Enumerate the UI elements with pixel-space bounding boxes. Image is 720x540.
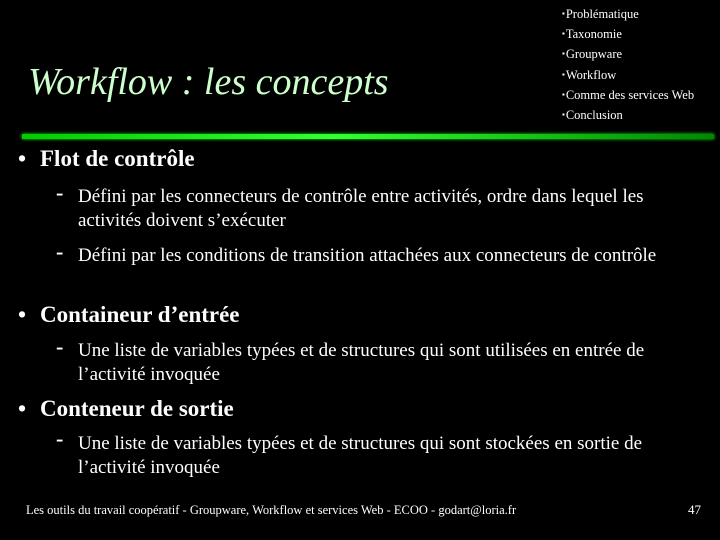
page-number: 47 <box>688 502 701 517</box>
outline-item: ▪Groupware <box>562 47 623 62</box>
square-bullet-icon: ▪ <box>562 49 565 59</box>
sub-item: Une liste de variables typées et de structures qui sont utilisées en entrée de l’activité invoquée <box>78 340 645 385</box>
square-bullet-icon: ▪ <box>562 69 565 79</box>
section-heading: • Flot de contrôle <box>18 146 195 171</box>
bullet-icon: • <box>18 146 27 171</box>
dash-icon: - <box>56 334 64 359</box>
slide-title: Workflow : les concepts <box>28 61 389 103</box>
square-bullet-icon: ▪ <box>562 110 565 120</box>
sub-item: Défini par les connecteurs de contrôle entre activités, ordre dans lequel les activités doivent s’exécuter <box>78 186 644 231</box>
outline-item: ▪Comme des services Web <box>562 87 695 102</box>
outline-item: ▪Conclusion <box>562 108 623 123</box>
square-bullet-icon: ▪ <box>562 29 565 39</box>
square-bullet-icon: ▪ <box>562 9 565 18</box>
outline-item: ▪Taxonomie <box>562 27 622 42</box>
slide-footer: Les outils du travail coopératif - Groupware, Workflow et services Web - ECOO - godart@loria.fr <box>26 503 517 517</box>
square-bullet-icon: ▪ <box>562 89 565 99</box>
section-heading: • Conteneur de sortie <box>18 396 234 421</box>
sub-item: Défini par les conditions de transition attachées aux connecteurs de contrôle <box>78 245 657 266</box>
outline-item: ▪Workflow <box>562 67 617 82</box>
section-heading: • Containeur d’entrée <box>18 302 240 327</box>
outline-nav <box>562 4 694 125</box>
bullet-icon: • <box>18 302 27 327</box>
dash-icon: - <box>56 180 64 205</box>
outline-item: ▪Problématique <box>562 7 639 21</box>
bullet-icon: • <box>18 396 27 421</box>
title-divider <box>22 134 714 139</box>
dash-icon: - <box>56 239 64 264</box>
dash-icon: - <box>56 426 64 451</box>
sub-item: Une liste de variables typées et de structures qui sont stockées en sortie de l’activité invoquée <box>78 433 643 478</box>
